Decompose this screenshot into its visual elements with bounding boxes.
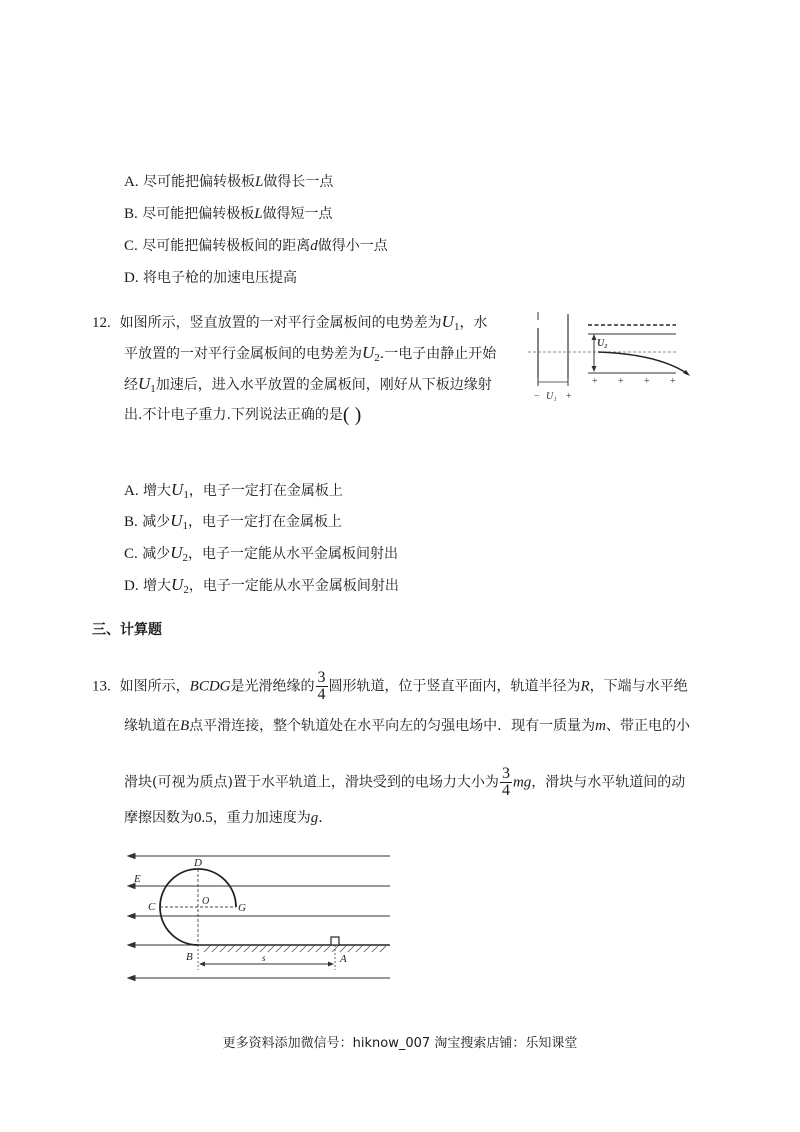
svg-text:+: + xyxy=(644,376,650,387)
q11-option-a: A. 尽可能把偏转极板L做得长一点 xyxy=(124,174,334,190)
electron-trajectory xyxy=(598,352,688,374)
fraction-three-quarters: $\frac{3}{4}$ xyxy=(317,669,326,703)
footer-text: 更多资料添加微信号：hiknow_007 淘宝搜索店铺：乐知课堂 xyxy=(222,1036,578,1051)
q13-line-4: 摩擦因数为0.5，重力加速度为g. xyxy=(124,810,323,826)
label-o: O xyxy=(202,896,210,907)
q13-track-figure xyxy=(124,848,394,984)
track-hatching xyxy=(204,946,386,952)
svg-text:+: + xyxy=(592,376,598,387)
label-d: D xyxy=(194,857,202,869)
q12-option-d: D. 增大$U_2$，电子一定能从水平金属板间射出 xyxy=(124,575,399,596)
label-s: s xyxy=(262,953,266,963)
u1-label: U₁ xyxy=(546,391,557,402)
q13-line-2: 缘轨道在B点平滑连接，整个轨道处在水平向左的匀强电场中．现有一质量为m、带正电的小 xyxy=(124,718,691,734)
plus-sign: + xyxy=(566,391,572,402)
field-lines xyxy=(128,854,390,981)
q11-option-b: B. 尽可能把偏转极板L做得短一点 xyxy=(124,206,333,222)
label-g: G xyxy=(238,902,246,914)
q13-line-3: 滑块(可视为质点)置于水平轨道上，滑块受到的电场力大小为 $\frac{3}{4}$ mg，滑块与水平轨道间的动 xyxy=(124,765,686,799)
q12-line-1: 12. 如图所示，竖直放置的一对平行金属板间的电势差为$U_1$，水 xyxy=(92,312,488,333)
section-heading: 三、计算题 xyxy=(92,622,162,638)
q12-option-a: A. 增大$U_1$，电子一定打在金属板上 xyxy=(124,480,343,501)
slider-block xyxy=(331,937,339,945)
q12-circuit-figure xyxy=(528,306,710,402)
label-e: E xyxy=(134,873,141,885)
q11-option-c: C. 尽可能把偏转极板间的距离d做得小一点 xyxy=(124,238,388,254)
fraction-three-quarters-2: $\frac{3}{4}$ xyxy=(501,765,510,799)
q13-line-1: 13. 如图所示，BCDG是光滑绝缘的 $\frac{3}{4}$ 圆形轨道，位于竖直平面内，轨道半径为R，下端与水平绝 xyxy=(92,669,688,703)
q12-line-2: 平放置的一对平行金属板间的电势差为$U_2$.一电子由静止开始 xyxy=(124,343,497,364)
u2-label: U₂ xyxy=(597,338,608,349)
svg-text:+: + xyxy=(618,376,624,387)
q12-line-3: 经$U_1$加速后，进入水平放置的金属板间，刚好从下板边缘射 xyxy=(124,374,492,395)
label-b: B xyxy=(186,951,193,963)
q12-option-c: C. 减少$U_2$，电子一定能从水平金属板间射出 xyxy=(124,543,398,564)
svg-text:+: + xyxy=(670,376,676,387)
q11-option-d: D. 将电子枪的加速电压提高 xyxy=(124,270,298,286)
minus-sign: − xyxy=(534,391,540,402)
label-c: C xyxy=(148,901,156,913)
q12-option-b: B. 减少$U_1$，电子一定打在金属板上 xyxy=(124,511,342,532)
q12-line-4: 出.不计电子重力.下列说法正确的是( ) xyxy=(124,404,362,426)
label-a: A xyxy=(340,953,347,965)
